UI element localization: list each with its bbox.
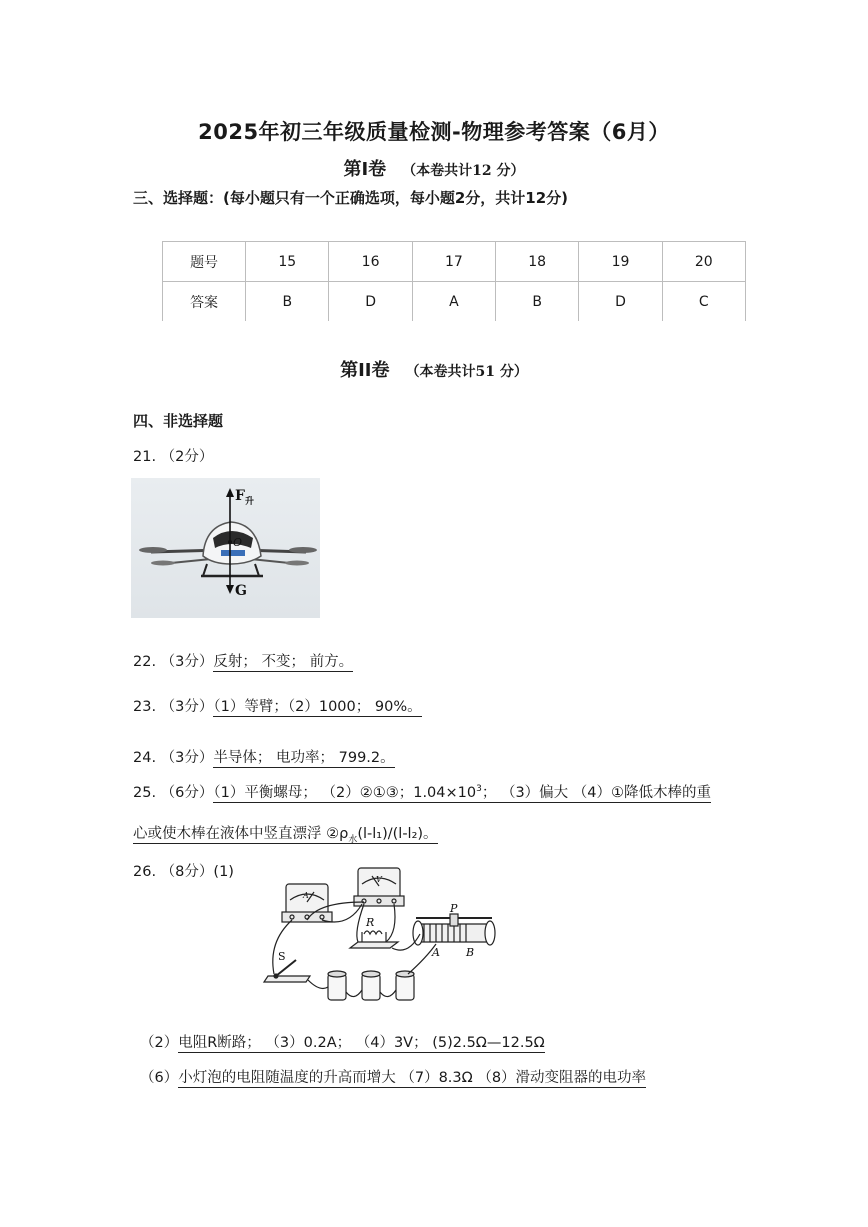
battery-icon: [328, 971, 414, 1000]
origin-label: O: [233, 536, 243, 549]
table-header-question: 题号: [163, 242, 246, 282]
q23-number: 23.: [133, 699, 157, 715]
table-cell-question: 15: [246, 242, 329, 282]
voltmeter-label: V: [376, 875, 382, 884]
q26-line3-answer: 小灯泡的电阻随温度的升高而增大 （7）8.3Ω （8）滑动变阻器的电功率: [178, 1070, 647, 1086]
q26-line2-prefix: （2）: [140, 1035, 179, 1051]
q26-part1-label: (1): [213, 864, 234, 880]
lift-force-label: F: [235, 488, 245, 504]
table-cell-question: 20: [662, 242, 745, 282]
q21-number: 21.: [133, 449, 157, 465]
q24-answer: 半导体； 电功率； 799.2。: [213, 750, 395, 766]
lift-force-subscript: 升: [245, 497, 255, 507]
q26-line3: [140, 1066, 646, 1087]
q25-line1: [133, 781, 711, 802]
table-cell-question: 19: [579, 242, 662, 282]
table-row-answers: [163, 282, 746, 322]
section4-heading: 四、非选择题: [133, 412, 224, 430]
part2-heading: 第II卷: [340, 360, 390, 381]
q22-answer: 反射； 不变； 前方。: [213, 654, 354, 670]
q23-score: （3分）: [160, 699, 214, 715]
q26-line3-prefix: （6）: [140, 1070, 179, 1086]
part2-heading-row: [0, 356, 868, 382]
q23-line: [133, 695, 422, 716]
table-row-questions: [163, 242, 746, 282]
q25-line2: [133, 822, 438, 845]
rheostat-icon: [413, 914, 495, 945]
table-cell-answer: A: [412, 282, 495, 322]
table-cell-answer: C: [662, 282, 745, 322]
end-b-label: B: [466, 946, 475, 959]
slider-label: P: [450, 902, 458, 915]
end-a-label: A: [432, 946, 440, 959]
part1-heading: 第Ⅰ卷: [343, 159, 387, 180]
q24-score: （3分）: [160, 750, 214, 766]
q21-score: （2分）: [160, 449, 214, 465]
table-cell-answer: B: [246, 282, 329, 322]
q26-line2-answer: 电阻R断路； （3）0.2A； （4）3V； (5)2.5Ω—12.5Ω: [178, 1035, 545, 1051]
q25-answer-part2: 心或使木棒在液体中竖直漂浮 $②\rho_水(l-l_1)/(l-l_2)$。: [133, 826, 438, 845]
table-cell-answer: D: [579, 282, 662, 322]
document-title: 2025年初三年级质量检测-物理参考答案（6月）: [198, 120, 670, 144]
q24-line: [133, 746, 395, 767]
resistor-label: R: [366, 916, 375, 929]
voltmeter-icon: [354, 868, 404, 906]
table-cell-question: 18: [496, 242, 579, 282]
part2-note: （本卷共计51 分）: [405, 364, 528, 380]
q23-answer: （1）等臂；（2）1000； 90%。: [213, 699, 422, 715]
q22-number: 22.: [133, 654, 157, 670]
q21-line: [133, 445, 213, 466]
answer-table: [162, 241, 746, 321]
table-cell-answer: B: [496, 282, 579, 322]
q26-line1: [133, 860, 234, 881]
q22-line: [133, 650, 353, 671]
table-cell-answer: D: [329, 282, 412, 322]
q25-score: （6分）: [160, 785, 214, 801]
table-header-answer: 答案: [163, 282, 246, 322]
q25-answer-part1: （1）平衡螺母； （2）②①③；$1.04\times 10^3$； （3）偏大 （4）①降低木棒的重: [213, 784, 712, 801]
q26-circuit-figure: [258, 862, 498, 1012]
switch-label: S: [278, 950, 286, 963]
table-cell-question: 17: [412, 242, 495, 282]
switch-icon: [264, 960, 310, 982]
part1-heading-row: [0, 155, 868, 181]
gravity-label: G: [235, 583, 247, 599]
q26-number: 26.: [133, 864, 157, 880]
section3-heading: 三、选择题：(每小题只有一个正确选项，每小题2分，共计12分): [133, 189, 569, 207]
part1-note: （本卷共计12 分）: [402, 163, 525, 179]
q24-number: 24.: [133, 750, 157, 766]
ammeter-label: A: [303, 891, 309, 900]
q22-score: （3分）: [160, 654, 214, 670]
table-cell-question: 16: [329, 242, 412, 282]
q26-line2: [140, 1031, 545, 1052]
q21-drone-figure: [131, 478, 320, 618]
q25-number: 25.: [133, 785, 157, 801]
q26-score: （8分）: [160, 864, 214, 880]
ammeter-icon: [282, 884, 332, 922]
